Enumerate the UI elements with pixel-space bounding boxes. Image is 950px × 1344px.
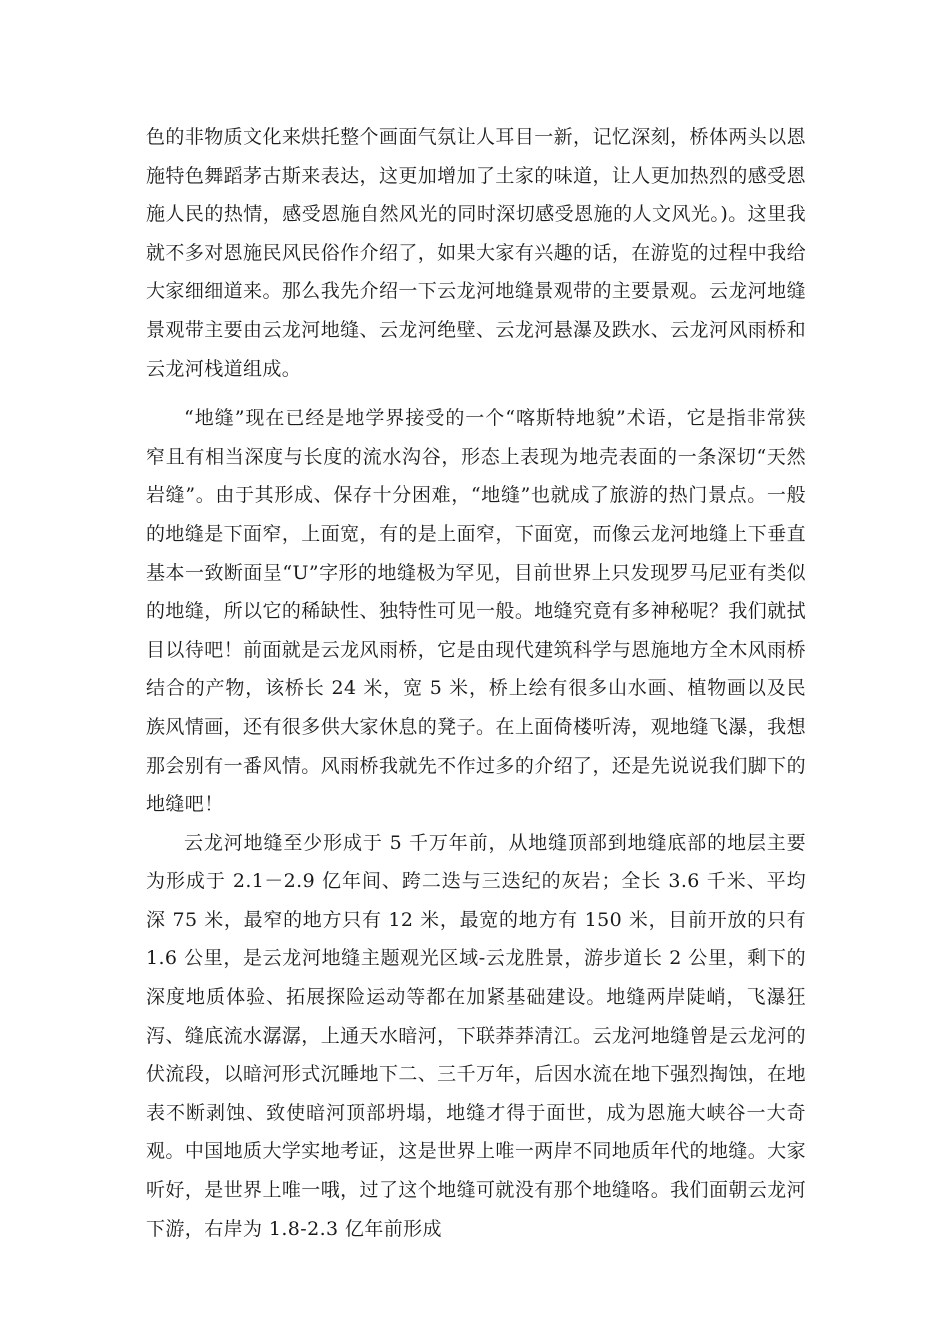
paragraph-yunlonghe-difeng: 云龙河地缝至少形成于 5 千万年前，从地缝顶部到地缝底部的地层主要为形成于 2.1－2.9 亿年间、跨二迭与三迭纪的灰岩；全长 3.6 千米、平均深 75 米，最窄的地方只有 12 米，最宽的地方有 150 米，目前开放的只有 1.6 公里，是云龙河地缝主题观光区域-云龙胜景，游步道长 2 公里，剩下的深度地质体验、拓展探险运动等都在加紧基础建设。地缝两岸陡峭，飞瀑狂泻、缝底流水潺潺，上通天水暗河，下联莽莽清江。云龙河地缝曾是云龙河的伏流段，以暗河形式沉睡地下二、三千万年，后因水流在地下强烈掏蚀，在地表不断剥蚀、致使暗河顶部坍塌，地缝才得于面世，成为恩施大峡谷一大奇观。中国地质大学实地考证，这是世界上唯一两岸不同地质年代的地缝。大家听好，是世界上唯一哦，过了这个地缝可就没有那个地缝咯。我们面朝云龙河下游，右岸为 1.8-2.3 亿年前形成 [146, 831, 806, 1240]
paragraph-difeng-definition: “地缝”现在已经是地学界接受的一个“喀斯特地貌”术语，它是指非常狭窄且有相当深度与长度的流水沟谷，形态上表现为地壳表面的一条深切“天然岩缝”。由于其形成、保存十分困难，“地缝”也就成了旅游的热门景点。一般的地缝是下面窄，上面宽，有的是上面窄，下面宽，而像云龙河地缝上下垂直基本一致断面呈“U”字形的地缝极为罕见，目前世界上只发现罗马尼亚有类似的地缝，所以它的稀缺性、独特性可见一般。地缝究竟有多神秘呢？我们就拭目以待吧！前面就是云龙风雨桥，它是由现代建筑科学与恩施地方全木风雨桥结合的产物，该桥长 24 米，宽 5 米，桥上绘有很多山水画、植物画以及民族风情画，还有很多供大家休息的凳子。在上面倚楼听涛，观地缝飞瀑，我想那会别有一番风情。风雨桥我就先不作过多的介绍了，还是先说说我们脚下的地缝吧！ [146, 407, 806, 816]
document-body [146, 118, 806, 1248]
paragraph-intro-culture: 色的非物质文化来烘托整个画面气氛让人耳目一新，记忆深刻，桥体两头以恩施特色舞蹈茅古斯来表达，这更加增加了土家的味道，让人更加热烈的感受恩施人民的热情，感受恩施自然风光的同时深切感受恩施的人文风光。)。这里我就不多对恩施民风民俗作介绍了，如果大家有兴趣的话，在游览的过程中我给大家细细道来。那么我先介绍一下云龙河地缝景观带的主要景观。云龙河地缝景观带主要由云龙河地缝、云龙河绝壁、云龙河悬瀑及跌水、云龙河风雨桥和云龙河栈道组成。 [146, 126, 806, 380]
